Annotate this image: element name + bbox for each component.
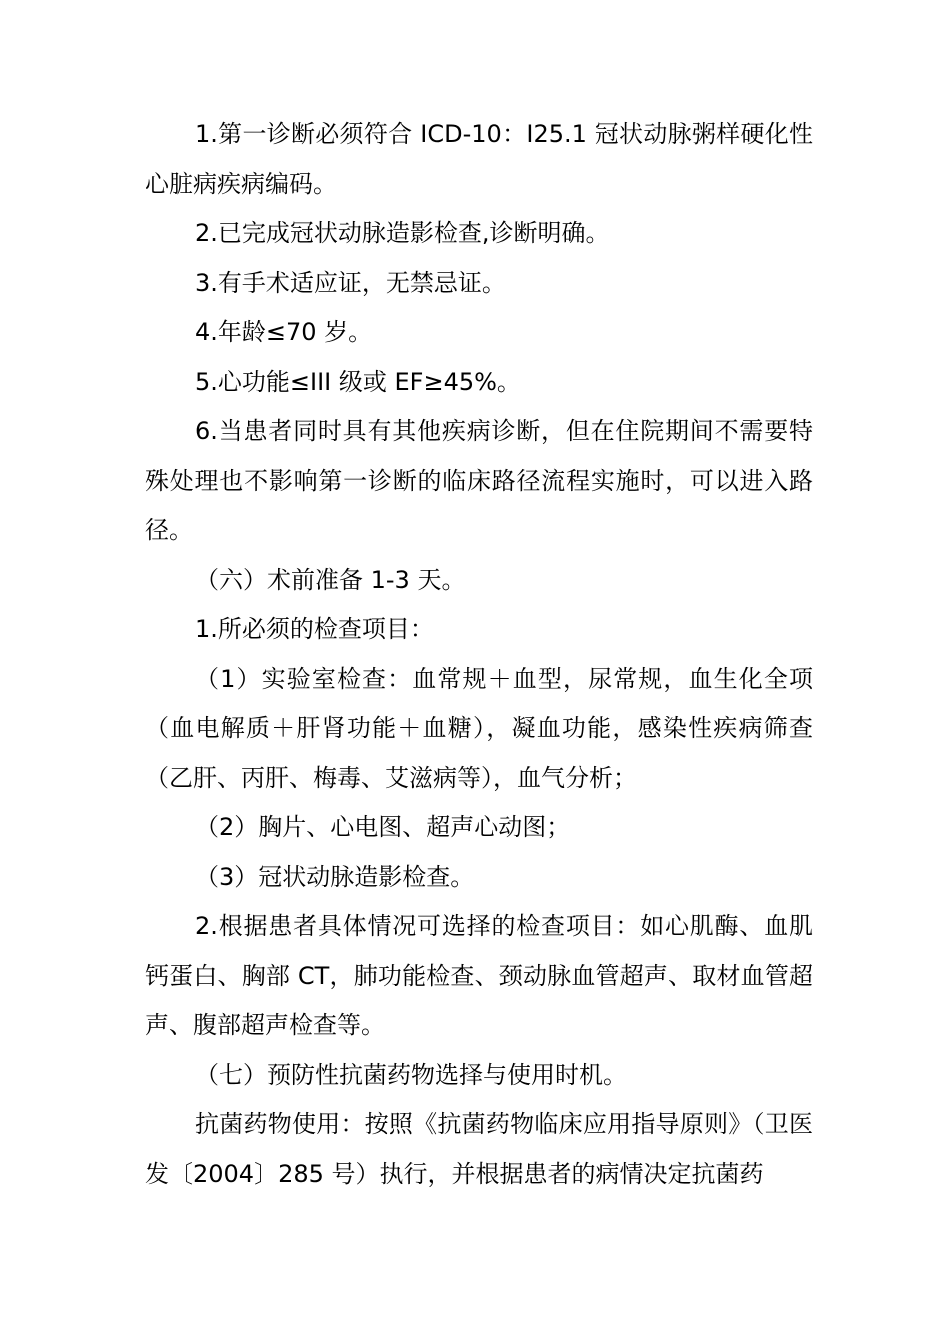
- paragraph-required-exams: 1.所必须的检查项目：: [195, 615, 434, 643]
- paragraph-antibiotic-usage: 抗菌药物使用：按照《抗菌药物临床应用指导原则》（卫医发〔2004〕285 号）执行，并根据患者的病情决定抗菌药: [145, 1110, 813, 1188]
- paragraph-imaging-tests: （2）胸片、心电图、超声心动图；: [195, 813, 571, 841]
- document-body: [145, 110, 813, 1199]
- paragraph-optional-exams: 2.根据患者具体情况可选择的检查项目：如心肌酶、血肌钙蛋白、胸部 CT，肺功能检查、颈动脉血管超声、取材血管超声、腹部超声检查等。: [145, 912, 813, 1039]
- section-heading-preop-prep: （六）术前准备 1-3 天。: [195, 565, 466, 594]
- paragraph-surgical-indication: 3.有手术适应证，无禁忌证。: [195, 268, 506, 297]
- paragraph-diagnosis-code: 1.第一诊断必须符合 ICD-10：I25.1 冠状动脉粥样硬化性心脏病疾病编码。: [145, 120, 813, 198]
- section-heading-antibiotics: （七）预防性抗菌药物选择与使用时机。: [195, 1060, 627, 1089]
- paragraph-coronary-angiography: （3）冠状动脉造影检查。: [195, 862, 475, 891]
- paragraph-comorbidity: 6.当患者同时具有其他疾病诊断，但在住院期间不需要特殊处理也不影响第一诊断的临床路径流程实施时，可以进入路径。: [145, 417, 813, 544]
- paragraph-angiography-done: 2.已完成冠状动脉造影检查,诊断明确。: [195, 219, 610, 247]
- paragraph-cardiac-function: 5.心功能≤III 级或 EF≥45%。: [195, 367, 521, 396]
- paragraph-lab-tests: （1）实验室检查：血常规＋血型，尿常规，血生化全项（血电解质＋肝肾功能＋血糖），凝血功能，感染性疾病筛查（乙肝、丙肝、梅毒、艾滋病等），血气分析；: [145, 664, 813, 792]
- paragraph-age-limit: 4.年龄≤70 岁。: [195, 318, 373, 346]
